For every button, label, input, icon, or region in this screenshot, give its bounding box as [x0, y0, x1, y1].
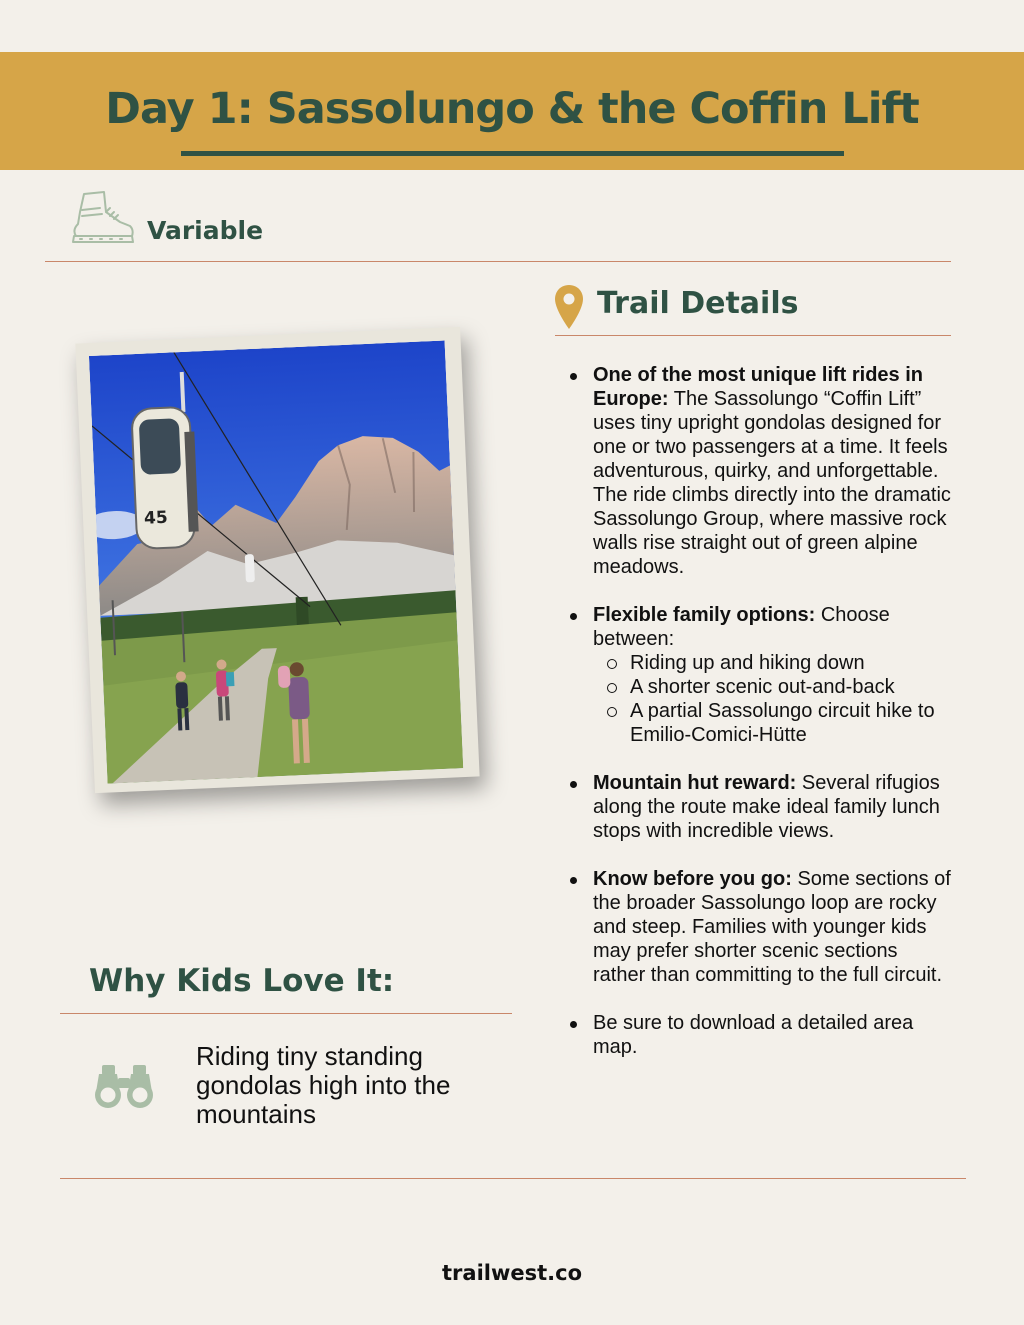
- footer-site-link[interactable]: trailwest.co: [442, 1261, 582, 1285]
- why-kids-divider: [60, 1013, 512, 1014]
- trail-details-list: [570, 363, 955, 1083]
- sub-list: [607, 651, 955, 747]
- list-item-lead: Flexible family options:: [593, 604, 816, 626]
- location-pin-icon: [554, 284, 584, 330]
- title-underline: [181, 151, 844, 156]
- list-item-text: The Sassolungo “Coffin Lift” uses tiny upright gondolas designed for one or two passengers at a time. It feels adventurous, quirky, and unforgettable. The ride climbs directly into the dramatic Sassolungo Group, where massive rock walls rise straight out of green alpine meadows.: [593, 388, 951, 578]
- header-divider: [45, 261, 951, 262]
- list-item: [570, 603, 955, 747]
- list-item: [570, 1011, 955, 1059]
- sub-list-item: Riding up and hiking down: [607, 651, 955, 675]
- list-item-lead: Mountain hut reward:: [593, 772, 797, 794]
- list-item-text: Several rifugios along the route make ideal family lunch stops with incredible views.: [593, 772, 940, 842]
- binoculars-icon: [93, 1062, 155, 1110]
- list-item-lead: Know before you go:: [593, 868, 792, 890]
- hiking-boot-icon: [70, 190, 136, 248]
- list-item-lead: One of the most unique lift rides in Europe:: [593, 364, 924, 410]
- list-item-text: Choose between:: [593, 604, 890, 650]
- page-title: Day 1: Sassolungo & the Coffin Lift: [105, 84, 919, 134]
- list-item: [570, 867, 955, 987]
- trail-details-title: Trail Details: [597, 286, 799, 321]
- gondola-number: 45: [143, 507, 169, 529]
- gondola-photo: [89, 341, 463, 784]
- sub-list-item: A partial Sassolungo circuit hike to Emilio-Comici-Hütte: [607, 699, 955, 747]
- list-item-text: Some sections of the broader Sassolungo loop are rocky and steep. Families with younger kids may prefer shorter scenic sections rather than committing to the full circuit.: [593, 868, 951, 986]
- why-kids-text: Riding tiny standing gondolas high into the mountains: [196, 1041, 451, 1129]
- photo-frame: [75, 327, 479, 793]
- footer-divider: [60, 1178, 966, 1179]
- photo-illustration: [89, 341, 463, 784]
- trail-details-divider: [555, 335, 951, 336]
- list-item: [570, 771, 955, 843]
- list-item-text: Be sure to download a detailed area map.: [593, 1012, 914, 1058]
- list-item: [570, 363, 955, 579]
- why-kids-title: Why Kids Love It:: [89, 963, 395, 999]
- difficulty-label: Variable: [147, 216, 264, 245]
- sub-list-item: A shorter scenic out-and-back: [607, 675, 955, 699]
